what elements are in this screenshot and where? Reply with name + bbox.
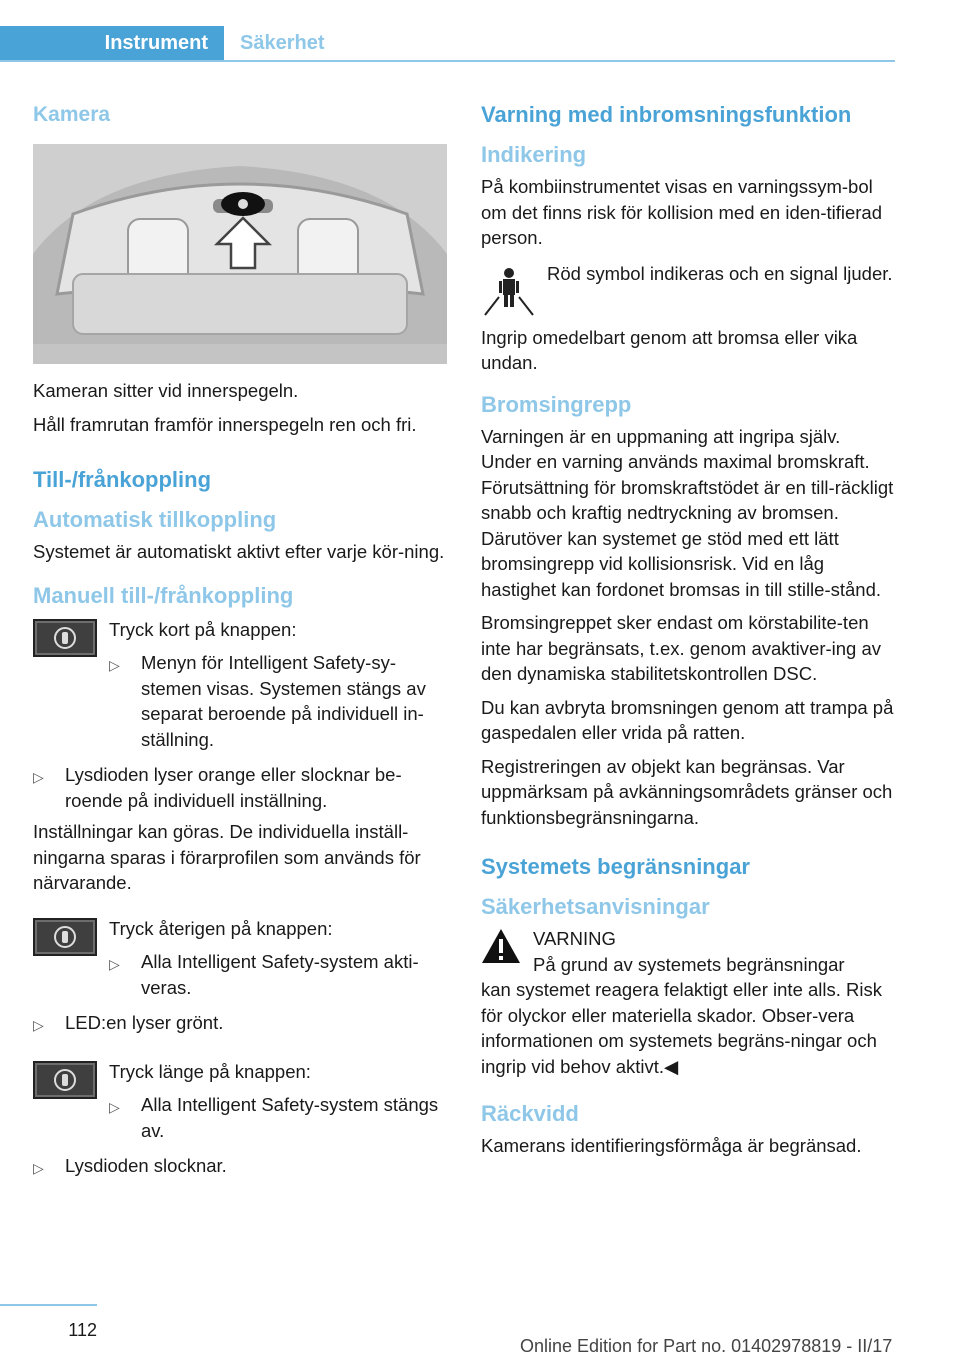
step-3-text: Tryck länge på knappen: (109, 1060, 311, 1082)
step-2-bullet (33, 1010, 447, 1039)
ingrip-text: Ingrip omedelbart genom att bromsa eller vika undan. (481, 326, 858, 373)
sakerhetsanvisningar-heading: Säkerhetsanvisningar (481, 894, 710, 919)
bullet-icon: ▷ (33, 1017, 44, 1033)
edition-footer: Online Edition for Part no. 01402978819 - II/17 (520, 1336, 893, 1356)
pedestrian-warning-icon (481, 261, 537, 317)
warning-text: kan systemet reagera felaktigt eller inte alls. Risk för olyckor eller materiella skador. Obser-vera informationen om systemets begräns-ningar och ingrip vid behov aktivt.◀ (481, 979, 883, 1077)
bromsingrepp-text-1: Varningen är en uppmaning att ingripa själv. Under en varning används maximal bromskraft. Förutsättning för bromskraftstödet är en till-räckligt snabb och kraftig nedtryckning av bromsen. Därutöver kan systemet ge stöd med ett lätt bromsingrepp vid kollisionsrisk. Vid en låg hastighet kan fordonet bromsas in till stille-stånd. (481, 425, 894, 600)
tab-instrument[interactable]: Instrument (0, 26, 224, 60)
kamera-text-1: Kameran sitter vid innerspegeln. (33, 380, 299, 401)
bullet-icon: ▷ (109, 1099, 120, 1115)
right-column (481, 100, 895, 1167)
automatisk-tillkoppling-heading: Automatisk tillkoppling (33, 507, 277, 532)
step-1-bullet (33, 762, 447, 813)
tab-sakerhet[interactable]: Säkerhet (240, 31, 325, 54)
step-3-bullet-text: Lysdioden slocknar. (65, 1155, 227, 1176)
symbol-row (481, 261, 895, 317)
bullet-icon: ▷ (109, 657, 120, 673)
indikering-heading: Indikering (481, 142, 587, 167)
step-3-bullet (33, 1153, 447, 1182)
till-franfkoppling-heading: Till-/frånkoppling (33, 467, 212, 492)
step-1-sub-bullet (109, 650, 447, 752)
kamera-heading: Kamera (33, 103, 111, 126)
step-1 (33, 617, 447, 759)
camera-location-image (33, 144, 447, 364)
rackvidd-text: Kamerans identifieringsförmåga är begränsad. (481, 1135, 862, 1156)
settings-text: Inställningar kan göras. De individuella inställ-ningarna sparas i förarprofilen som används för närvarande. (33, 821, 421, 893)
symbol-text: Röd symbol indikeras och en signal ljuder. (547, 262, 893, 284)
step-3-sub-bullet (109, 1092, 447, 1143)
step-1-bullet-text: Lysdioden lyser orange eller slocknar be-roende på individuell inställning. (65, 764, 402, 811)
safety-button-icon (33, 918, 97, 956)
kamera-text-2: Håll framrutan framför innerspegeln ren och fri. (33, 413, 417, 435)
safety-button-icon (33, 1061, 97, 1099)
step-3-sub-text: Alla Intelligent Safety-system stängs av. (141, 1094, 439, 1141)
warning-triangle-icon (481, 928, 521, 964)
bromsingrepp-text-3: Du kan avbryta bromsningen genom att trampa på gaspedalen eller vrida på ratten. (481, 696, 894, 743)
bullet-icon: ▷ (33, 769, 44, 785)
step-3 (33, 1059, 447, 1150)
bullet-icon: ▷ (109, 956, 120, 972)
step-1-sub-text: Menyn för Intelligent Safety-sy-stemen visas. Systemen stängs av separat beroende på individuell in-ställning. (141, 652, 426, 750)
page-number: 112 (0, 1304, 97, 1341)
indikering-text: På kombiinstrumentet visas en varningssym-bol om det finns risk för kollision med en iden-tifierad person. (481, 176, 883, 248)
left-column (33, 100, 447, 1188)
warning-first-line: På grund av systemets begränsningar (533, 953, 845, 975)
step-2 (33, 916, 447, 1007)
warning-label: VARNING (533, 928, 616, 949)
step-2-sub-bullet (109, 949, 447, 1000)
step-2-bullet-text: LED:en lyser grönt. (65, 1012, 224, 1033)
safety-button-icon (33, 619, 97, 657)
rackvidd-heading: Räckvidd (481, 1101, 579, 1126)
bromsingrepp-text-4: Registreringen av objekt kan begränsas. Var uppmärksam på avkänningsområdets gränser och funktionsbegränsningarna. (481, 755, 893, 828)
automatisk-text: Systemet är automatiskt aktivt efter varje kör-ning. (33, 541, 445, 562)
header-tabs (0, 26, 895, 62)
step-1-text: Tryck kort på knappen: (109, 618, 297, 640)
step-2-sub-text: Alla Intelligent Safety-system akti-veras. (141, 951, 419, 998)
bromsingrepp-heading: Bromsingrepp (481, 391, 632, 417)
warning-block (481, 926, 895, 977)
varning-heading: Varning med inbromsningsfunktion (481, 102, 852, 127)
step-2-text: Tryck återigen på knappen: (109, 917, 333, 939)
systemets-heading: Systemets begränsningar (481, 854, 750, 879)
bromsingrepp-text-2: Bromsingreppet sker endast om körstabilite-ten inte har begränsats, t.ex. genom avaktiver-ing av den dynamiska stabilitetskontrollen DSC. (481, 612, 882, 684)
bullet-icon: ▷ (33, 1160, 44, 1176)
header-divider (0, 60, 895, 62)
manuell-heading: Manuell till-/frånkoppling (33, 582, 294, 608)
